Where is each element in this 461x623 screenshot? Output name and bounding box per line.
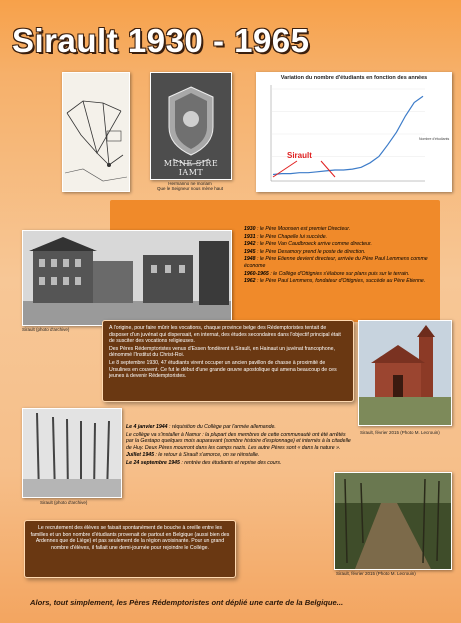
timeline-year: 1930 [244,226,256,232]
building-caption: Sirault (photo d'archive) [22,327,70,332]
recruit-panel [24,520,236,578]
trees-drawing [23,409,121,497]
origin-panel [102,320,354,402]
chart-series-line [273,96,423,174]
chart-title: Variation du nombre d'étudiants en fonction des années [280,75,428,81]
war-item [126,452,352,459]
timeline-item [244,278,434,285]
war-date: Le 24 septembre 1945 [126,459,180,466]
war-desc: : réquisition du Collège par l'armée allemande. [167,424,276,430]
church-drawing [359,321,451,425]
war-item [126,460,352,467]
chart-legend: Nombre d'étudiants [419,137,450,141]
timeline-text: : le Père Paul Lemmens, fondateur d'Ottignies, succède au Père Etienne. [255,278,426,285]
timeline-text: : le Père Etienne devient directeur, arrivée du Père Paul Lemmens comme économe [244,256,428,269]
war-item [126,424,352,431]
war-desc: : le retour à Sirault s'amorce, on se réinstalle. [153,452,260,459]
timeline-year: 1948 [244,256,256,263]
building-image [22,230,232,326]
origin-paragraph: A l'origine, pour faire mûrir les vocations, chaque province belge des Rédemptoristes tentait de disposer d'un juvénat qui dispensait, en internat, des études secondaires dans l'objectif principal était de susciter des vocations religieuses. [109,325,341,345]
timeline-year: 1942 [244,241,256,248]
path-caption: Sirault, février 2015 (Photo M. Lecrouin) [336,571,416,576]
war-date: Juillet 1945 [126,452,154,459]
timeline-text: : le Père Chapelle lui succède. [255,233,328,240]
war-date: Le 4 janvier 1944 [126,424,168,430]
timeline-year: 1962 [244,278,256,285]
timeline-item [244,226,434,233]
timeline-year: 1931 [244,233,256,240]
timeline-text: : le Père Desamory prend le poste de direction. [255,248,366,255]
timeline-item [244,234,434,241]
timeline-item [244,256,434,269]
timeline-list [244,226,434,285]
timeline-text: : le Père Van Caudbroeck arrive comme directeur. [255,241,372,248]
chart-plot [257,73,451,191]
building-drawing [23,231,231,325]
trees-caption: Sirault (photo d'archive) [40,500,88,505]
timeline-year: 1945 [244,248,256,255]
war-desc: : rentrée des étudiants et reprise des cours. [179,459,282,466]
church-image [358,320,452,426]
timeline-item [244,241,434,248]
trees-image [22,408,122,498]
timeline-item [244,249,434,256]
origin-paragraph: Le 8 septembre 1930, 47 étudiants virent occuper un ancien pavillon de chasse à proximité de Ursulines en couvent. Ce fut le début d'une grande œuvre apostolique qui amena beaucoup de ces jeunes à devenir Rédemptoristes. [109,359,337,380]
page-title: Sirault 1930 - 1965 [12,22,310,59]
war-desc: Le collège va s'installer à Namur : la plupart des membres de cette communauté ont été arrêtés par la Gestapo quelques mois auparavant (sombre histoire d'espionnage) et internés à la citadelle de Huy. Deux Pères mourront dans les camps nazis. Les autre Pères sont « dans la nature ». [126,431,351,451]
seal-caption: Hermanno ne moriam Que le Seigneur nous mène haut [156,181,224,191]
seal-image [150,72,232,180]
war-text [126,424,352,467]
timeline-year: 1960-1965 [244,270,269,277]
seal-motto: MENE SIRE IAMT [163,159,219,177]
origin-paragraph: Des Pères Rédemptoristes venus d'Essen fondèrent à Sirault, en Hainaut un juvénat francophone, dénommé l'Institut du Christ-Roi. [109,345,335,359]
map-drawing [63,73,129,191]
church-caption: Sirault, février 2015 (Photo M. Lecrouin) [360,430,440,435]
chart-callout: Sirault [287,151,312,160]
timeline-text: : le Collège d'Ottignies s'élabore sur plans puis sur le terrain. [268,270,410,277]
recruit-text: Le recrutement des élèves se faisait spontanément de bouche à oreille entre les familles et un bon nombre d'étudiants provenait de partout en Belgique (aussi bien des Ardennes que de Liège) et pas seulement de la région avoisinante. Pour un grand nombre d'élèves, il fallait une demi-journée pour rejoindre le Collège. [30,525,230,551]
footer-text: Alors, tout simplement, les Pères Rédemptoristes ont déplié une carte de la Belgique... [30,598,344,607]
path-drawing [335,473,451,569]
chart [256,72,452,192]
war-item [126,432,352,452]
timeline-text: : le Père Moonsen est premier Directeur. [255,226,351,232]
path-image [334,472,452,570]
timeline-item [244,271,434,278]
map-image [62,72,130,192]
